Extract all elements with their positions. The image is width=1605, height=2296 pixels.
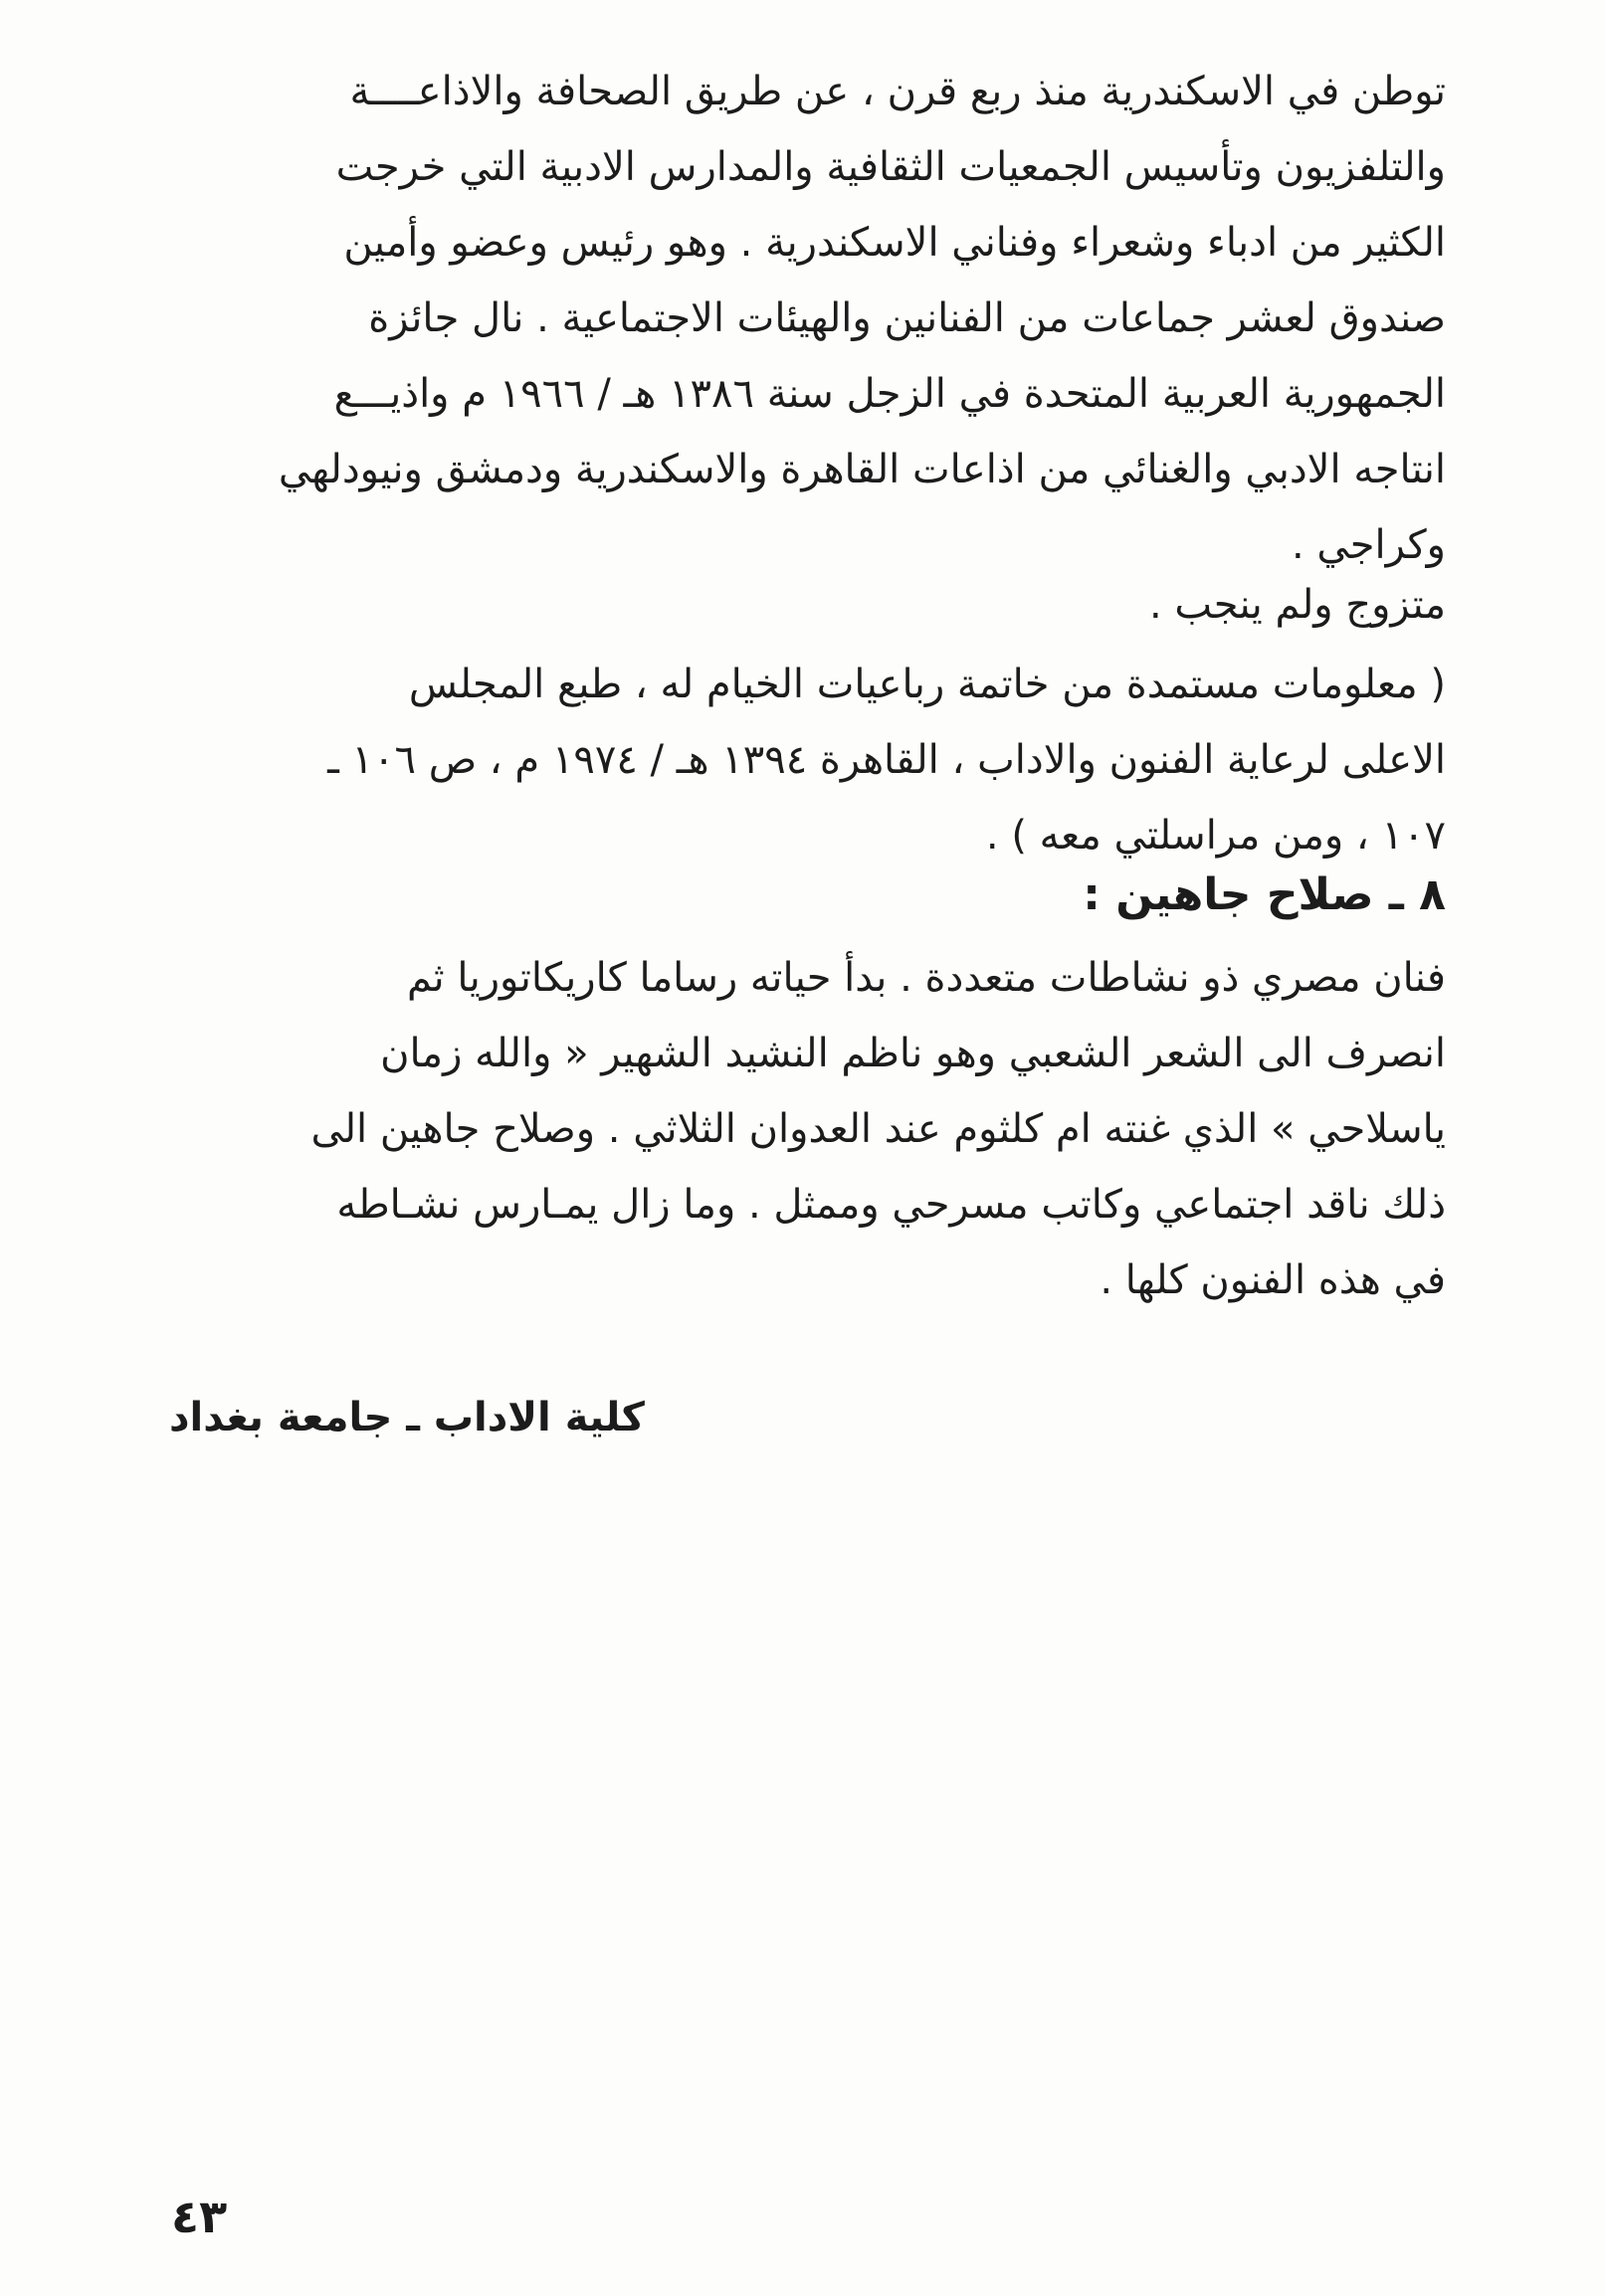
- marital-status-paragraph: [152, 567, 1446, 643]
- text-line: ياسلاحي » الذي غنته ام كلثوم عند العدوان الثلاثي . وصلاح جاهين الى: [310, 1106, 1446, 1152]
- text-line: الاعلى لرعاية الفنون والاداب ، القاهرة ١٣٩٤ هـ / ١٩٧٤ م ، ص ١٠٦ ـ: [327, 737, 1446, 783]
- text-line: ( معلومات مستمدة من خاتمة رباعيات الخيام له ، طبع المجلس: [408, 662, 1446, 707]
- salah-jahin-paragraph: [152, 940, 1446, 1318]
- biography-paragraph: [152, 54, 1446, 583]
- section-heading: ٨ ـ صلاح جاهين :: [1083, 869, 1446, 920]
- text-line: وكراجي .: [1291, 522, 1446, 568]
- text-line: توطن في الاسكندرية منذ ربع قرن ، عن طريق الصحافة والاذاعــــة: [349, 69, 1446, 114]
- text-line: ذلك ناقد اجتماعي وكاتب مسرحي وممثل . وما زال يمـارس نشـاطه: [336, 1182, 1446, 1228]
- text-line: فنان مصري ذو نشاطات متعددة . بدأ حياته رساما كاريكاتوريا ثم: [406, 955, 1446, 1001]
- text-line: الجمهورية العربية المتحدة في الزجل سنة ١٣٨٦ هـ / ١٩٦٦ م واذيـــع: [333, 371, 1446, 417]
- text-line: انتاجه الادبي والغنائي من اذاعات القاهرة والاسكندرية ودمشق ونيودلهي: [278, 447, 1446, 492]
- text-line: والتلفزيون وتأسيس الجمعيات الثقافية والمدارس الادبية التي خرجت: [335, 144, 1446, 190]
- author-affiliation: كلية الاداب ـ جامعة بغداد: [169, 1395, 645, 1440]
- text-line: متزوج ولم ينجب .: [1149, 582, 1446, 628]
- text-line: الكثير من ادباء وشعراء وفناني الاسكندرية . وهو رئيس وعضو وأمين: [343, 220, 1446, 266]
- source-note-paragraph: [152, 647, 1446, 873]
- text-line: ١٠٧ ، ومن مراسلتي معه ) .: [985, 813, 1446, 859]
- text-line: صندوق لعشر جماعات من الفنانين والهيئات الاجتماعية . نال جائزة: [368, 295, 1446, 341]
- page-number: ٤٣: [171, 2190, 228, 2243]
- text-line: انصرف الى الشعر الشعبي وهو ناظم النشيد الشهير « والله زمان: [380, 1031, 1446, 1076]
- text-line: في هذه الفنون كلها .: [1100, 1257, 1446, 1303]
